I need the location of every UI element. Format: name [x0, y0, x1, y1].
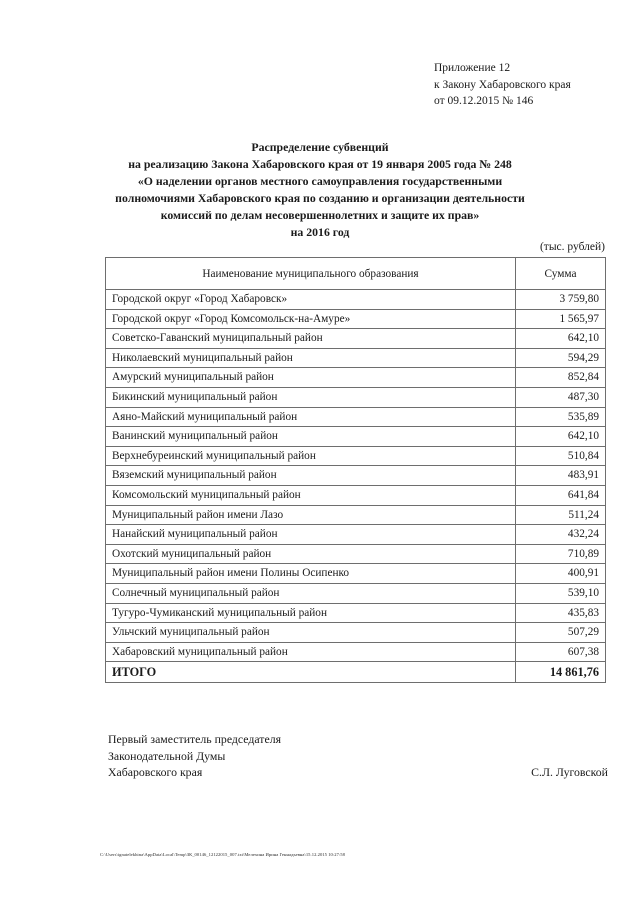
table-row: [106, 290, 606, 310]
amount-cell: 642,10: [516, 329, 606, 349]
municipality-name-cell: Солнечный муниципальный район: [106, 583, 516, 603]
amount-cell: 594,29: [516, 348, 606, 368]
table-row: [106, 427, 606, 447]
table-row: [106, 623, 606, 643]
table-row: [106, 329, 606, 349]
table-row: [106, 387, 606, 407]
amount-cell: 710,89: [516, 544, 606, 564]
municipality-name-cell: Ванинский муниципальный район: [106, 427, 516, 447]
table-header: [106, 258, 606, 290]
reference-line-law: к Закону Хабаровского края: [434, 78, 571, 91]
document-title: [70, 139, 570, 241]
signature-position-line-3: [108, 764, 608, 781]
municipality-name-cell: Ульчский муниципальный район: [106, 623, 516, 643]
table-row: [106, 407, 606, 427]
column-header-name: Наименование муниципального образования: [106, 258, 516, 290]
municipality-name-cell: Амурский муниципальный район: [106, 368, 516, 388]
municipality-name-cell: Вяземский муниципальный район: [106, 466, 516, 486]
title-line-4: полномочиями Хабаровского края по созданию и организации деятельности: [115, 191, 525, 205]
municipality-name-cell: Городской округ «Город Комсомольск-на-Амуре»: [106, 309, 516, 329]
municipality-name-cell: Городской округ «Город Хабаровск»: [106, 290, 516, 310]
municipality-name-cell: Верхнебуреинский муниципальный район: [106, 446, 516, 466]
amount-cell: 607,38: [516, 642, 606, 662]
amount-cell: 642,10: [516, 427, 606, 447]
amount-cell: 510,84: [516, 446, 606, 466]
signature-region-label: Хабаровского края: [108, 765, 203, 779]
amount-cell: 1 565,97: [516, 309, 606, 329]
title-line-1: Распределение субвенций: [251, 140, 389, 154]
municipality-name-cell: Нанайский муниципальный район: [106, 525, 516, 545]
total-amount-cell: 14 861,76: [516, 662, 606, 683]
total-label-cell: ИТОГО: [106, 662, 516, 683]
municipality-name-cell: Муниципальный район имени Полины Осипенко: [106, 564, 516, 584]
reference-line-date-number: от 09.12.2015 № 146: [434, 95, 534, 107]
amount-cell: 507,29: [516, 623, 606, 643]
table-row: [106, 583, 606, 603]
title-line-2: на реализацию Закона Хабаровского края от 19 января 2005 года № 248: [128, 157, 512, 171]
amount-cell: 852,84: [516, 368, 606, 388]
municipality-name-cell: Советско-Гаванский муниципальный район: [106, 329, 516, 349]
amount-cell: 435,83: [516, 603, 606, 623]
table-row: [106, 348, 606, 368]
signature-block: [108, 731, 608, 781]
amount-cell: 3 759,80: [516, 290, 606, 310]
amount-cell: 432,24: [516, 525, 606, 545]
municipality-name-cell: Комсомольский муниципальный район: [106, 485, 516, 505]
table-row: [106, 642, 606, 662]
table-row: [106, 446, 606, 466]
table-row: [106, 603, 606, 623]
municipality-name-cell: Хабаровский муниципальный район: [106, 642, 516, 662]
amount-cell: 535,89: [516, 407, 606, 427]
table-row: [106, 544, 606, 564]
table-row: [106, 485, 606, 505]
table-total-row: [106, 662, 606, 683]
title-line-3: «О наделении органов местного самоуправления государственными: [137, 174, 503, 188]
title-line-5: комиссий по делам несовершеннолетних и защите их прав»: [160, 208, 480, 222]
table-row: [106, 564, 606, 584]
units-note: (тыс. рублей): [539, 241, 605, 253]
amount-cell: 641,84: [516, 485, 606, 505]
subventions-table: [105, 257, 606, 683]
amount-cell: 539,10: [516, 583, 606, 603]
footer-file-path: C:\Users\ignatelekhina\AppData\Local\Temp\ЗК_00146_12122015_007.txt\Мелехина Ирина Геннадьевна\15.12.2015 10:27:58: [100, 852, 345, 857]
amount-cell: 511,24: [516, 505, 606, 525]
signature-position-line-2: Законодательной Думы: [108, 748, 226, 763]
table-header-row: [106, 258, 606, 290]
table-row: [106, 368, 606, 388]
municipality-name-cell: Тугуро-Чумиканский муниципальный район: [106, 603, 516, 623]
amount-cell: 483,91: [516, 466, 606, 486]
amount-cell: 487,30: [516, 387, 606, 407]
municipality-name-cell: Охотский муниципальный район: [106, 544, 516, 564]
municipality-name-cell: Аяно-Майский муниципальный район: [106, 407, 516, 427]
table-row: [106, 525, 606, 545]
table-row: [106, 505, 606, 525]
signer-name: С.Л. Луговской: [531, 765, 608, 779]
municipality-name-cell: Бикинский муниципальный район: [106, 387, 516, 407]
title-line-6: на 2016 год: [290, 225, 350, 239]
column-header-sum: Сумма: [516, 258, 606, 290]
signature-position-line-1: Первый заместитель председателя: [108, 732, 282, 746]
table-body: [106, 290, 606, 683]
table-row: [106, 466, 606, 486]
municipality-name-cell: Николаевский муниципальный район: [106, 348, 516, 368]
subventions-table-container: [105, 257, 605, 683]
table-row: [106, 309, 606, 329]
amount-cell: 400,91: [516, 564, 606, 584]
municipality-name-cell: Муниципальный район имени Лазо: [106, 505, 516, 525]
reference-line-appendix: Приложение 12: [434, 62, 511, 74]
document-reference-block: [434, 60, 634, 110]
